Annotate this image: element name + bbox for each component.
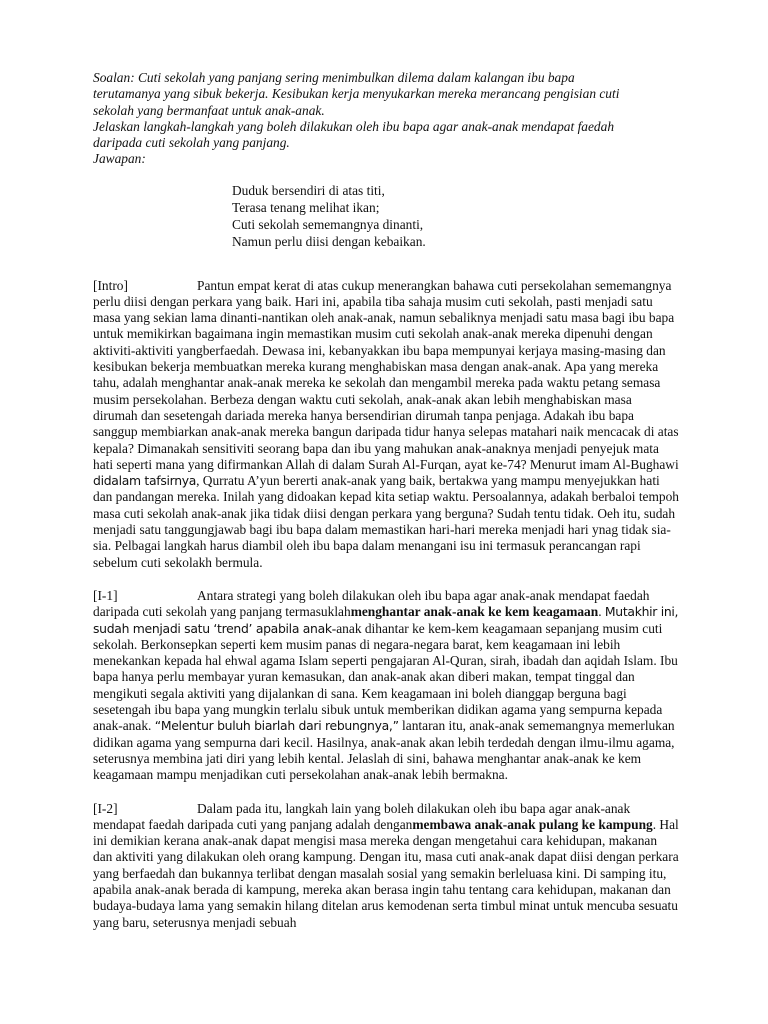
question-line: Soalan: Cuti sekolah yang panjang sering menimbulkan dilema dalam kalangan ibu bapa <box>93 70 575 85</box>
point-2-text-cont: . Hal ini demikian kerana anak-anak dapat mengisi masa mereka dengan mengetahui cara kehidupan, makanan dan aktiviti yang dilakukan oleh orang kampung. Dengan itu, masa cuti anak-anak dapat diisi dengan perkara yang berfaedah dan bukannya terlibat dengan masalah sosial yang semakin berleluasa kini. Di samping itu, apabila anak-anak berada di kampung, mereka akan berasa ingin tahu tentang cara kehidupan, makanan dan budaya-budaya lama yang semakin hilang ditelan arus kemodenan serta timbul minat untuk mencuba sesuatu yang baru, seterusnya menjadi sebuah <box>93 816 679 930</box>
intro-section <box>93 278 679 571</box>
question-line: sekolah yang bermanfaat untuk anak-anak. <box>93 102 325 118</box>
intro-paragraph <box>93 278 679 571</box>
pantun-line: Duduk bersendiri di atas titi, <box>232 182 385 198</box>
point-2-paragraph <box>93 801 679 931</box>
point-1-text: Antara strategi yang boleh dilakukan oleh ibu bapa agar anak-anak mendapat faedah daripada cuti sekolah yang panjang termasuklah <box>93 587 650 620</box>
point-1-text-end: lantaran itu, anak-anak sememangnya memerlukan didikan agama yang sempurna dari kecil. Hasilnya, anak-anak akan lebih terdedah dengan ilmu-ilmu agama, seterusnya membina jati diri yang lebih kental. Jelaslah di sini, bahawa menghantar anak-anak ke kem keagamaan mampu menjadikan cuti persekolahan anak-anak lebih bermakna. <box>93 718 675 783</box>
intro-handwritten-text: didalam tafsirnya <box>93 473 197 489</box>
point-2-key-phrase: membawa anak-anak pulang ke kampung <box>412 816 653 832</box>
point-1-text-cont: . <box>598 604 605 620</box>
point-1-handwritten-text: Mutakhir ini, sudah menjadi satu ‘trend’ apabila anak <box>93 604 679 636</box>
pantun-line: Namun perlu diisi dengan kebaikan. <box>232 234 426 250</box>
point-1-tag: [I-1] <box>93 587 118 603</box>
pantun-verse <box>232 182 679 251</box>
intro-text-cont: , Qurratu A’yun bererti anak-anak yang baik, bertakwa yang mampu menyejukkan hati dan pandangan mereka. Inilah yang didoakan kepad kita setiap waktu. Persoalannya, adakah berbaloi tempoh masa cuti sekolah anak-anak jika tidak diisi dengan perkara yang berguna? Sudah tentu tidak. Oeh itu, sudah menjadi satu tanggungjawab bagi ibu bapa dalam memastikan hari-hari mereka menjadi hari ynag tidak sia-sia. Pelbagai langkah harus diambil oleh ibu bapa dalam menangani isu ini termasuk perancangan rapi sebelum cuti sekolakh bermula. <box>93 473 680 570</box>
point-1-proverb: “Melentur buluh biarlah dari rebungnya,” <box>154 718 399 734</box>
point-2-section <box>93 801 679 931</box>
question-line: terutamanya yang sibuk bekerja. Kesibukan kerja menyukarkan mereka merancang pengisian cuti <box>93 86 620 102</box>
point-1-text-body: -anak dihantar ke kem-kem keagamaan sepanjang musim cuti sekolah. Berkonsepkan seperti kem musim panas di negara-negara barat, kem keagamaan ini lebih menekankan kepada hal ehwal agama Islam seperti pengajaran Al-Quran, sirah, ibadah dan aqidah Islam. Ibu bapa hanya perlu membayar yuran kemasukan, dan anak-anak akan diberi makan, tempat tinggal dan mengikuti segala aktiviti yang dijalankan di sana. Kem keagamaan ini boleh dianggap berguna bagi sesetengah ibu bapa yang mungkin terlalu sibuk untuk memberikan didikan agama yang sempurna kepada anak-anak. <box>93 620 678 734</box>
pantun-line: Cuti sekolah sememangnya dinanti, <box>232 217 424 233</box>
point-2-text: Dalam pada itu, langkah lain yang boleh dilakukan oleh ibu bapa agar anak-anak mendapat faedah daripada cuti yang panjang adalah dengan <box>93 800 631 832</box>
question-line: Jelaskan langkah-langkah yang boleh dilakukan oleh ibu bapa agar anak-anak mendapat faedah <box>93 118 615 134</box>
answer-label: Jawapan: <box>93 151 146 167</box>
intro-text: Pantun empat kerat di atas cukup menerangkan bahawa cuti persekolahan sememangnya perlu diisi dengan perkara yang baik. Hari ini, apabila tiba sahaja musim cuti sekolah, pasti menjadi satu masa yang sekian lama dinanti-nantikan oleh anak-anak, namun sebaliknya menjadi satu masa bagi ibu bapa untuk memikirkan bagaimana ingin memastikan musim cuti sekolah anak-anak mereka dipenuhi dengan aktiviti-aktiviti yangberfaedah. Dewasa ini, kebanyakkan ibu bapa mempunyai kerjaya masing-masing dan kesibukan bekerja membuatkan mereka kurang menghabiskan masa dengan anak-anak. Apa yang mereka tahu, adalah menghantar anak-anak mereka ke sekolah dan mengambil mereka pada waktu petang semasa musim persekolahan. Berbeza dengan waktu cuti sekolah, anak-anak akan lebih menghabiskan masa dirumah dan sesetengah dariada mereka hanya bersendirian dirumah tanpa penjaga. Adakah ibu bapa sanggup membiarkan anak-anak mereka bangun daripada tidur hanya selepas matahari naik mencacak di atas kepala? Dimanakah sensitiviti seorang bapa dan ibu yang mahukan anak-anaknya menjadi penyejuk mata hati seperti mana yang difirmankan Allah di dalam Surah Al-Furqan, ayat ke-74? Menurut imam Al-Bughawi <box>93 277 679 472</box>
point-1-key-phrase: menghantar anak-anak ke kem keagamaan <box>350 604 599 620</box>
pantun-line: Terasa tenang melihat ikan; <box>232 199 380 215</box>
question-block <box>93 70 679 168</box>
point-2-tag: [I-2] <box>93 800 118 816</box>
intro-tag: [Intro] <box>93 277 128 293</box>
point-1-paragraph <box>93 588 679 784</box>
question-line: daripada cuti sekolah yang panjang. <box>93 135 290 151</box>
point-1-section <box>93 588 679 784</box>
essay-document <box>93 70 679 931</box>
